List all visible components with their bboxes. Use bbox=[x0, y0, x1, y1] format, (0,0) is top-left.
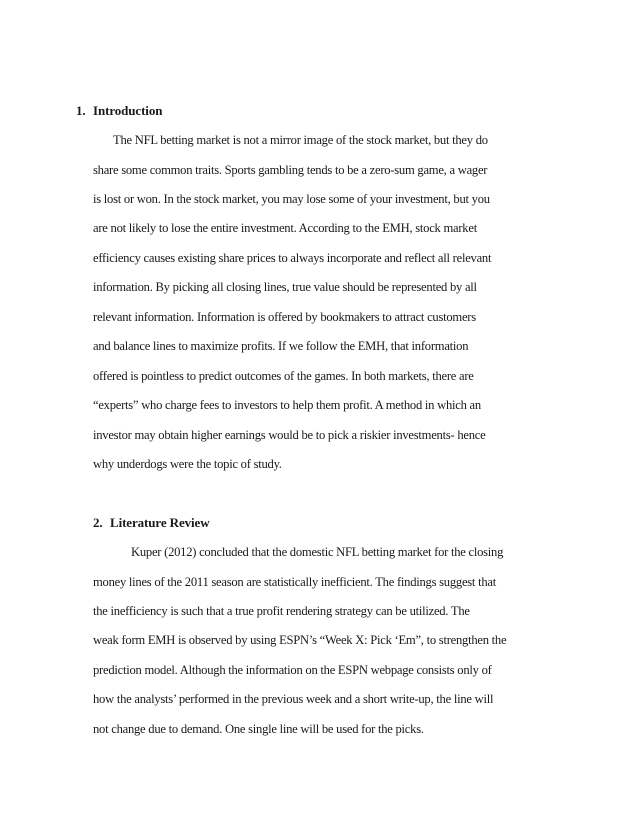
paragraph-line: “experts” who charge fees to investors to help them profit. A method in which an bbox=[93, 398, 481, 412]
section-heading-introduction bbox=[76, 103, 162, 119]
section-title: Literature Review bbox=[110, 515, 210, 530]
paragraph-line: how the analysts’ performed in the previous week and a short write-up, the line will bbox=[93, 692, 494, 706]
paragraph-line: weak form EMH is observed by using ESPN’s “Week X: Pick ‘Em”, to strengthen the bbox=[93, 633, 507, 647]
paragraph-line: efficiency causes existing share prices to always incorporate and reflect all relevant bbox=[93, 251, 492, 265]
section-heading-literature-review bbox=[93, 515, 210, 531]
section-number: 2. bbox=[93, 515, 103, 530]
paragraph-line: prediction model. Although the information on the ESPN webpage consists only of bbox=[93, 663, 492, 677]
paragraph-line: money lines of the 2011 season are statistically inefficient. The findings suggest that bbox=[93, 575, 496, 589]
paragraph-line: investor may obtain higher earnings would be to pick a riskier investments- hence bbox=[93, 428, 486, 442]
section-number: 1. bbox=[76, 103, 86, 118]
paragraph-line: relevant information. Information is offered by bookmakers to attract customers bbox=[93, 310, 476, 324]
paragraph-line: Kuper (2012) concluded that the domestic NFL betting market for the closing bbox=[131, 545, 504, 559]
paragraph-line: offered is pointless to predict outcomes of the games. In both markets, there are bbox=[93, 369, 474, 383]
paragraph-line: the inefficiency is such that a true profit rendering strategy can be utilized. The bbox=[93, 604, 470, 618]
paragraph-line: share some common traits. Sports gambling tends to be a zero-sum game, a wager bbox=[93, 163, 488, 177]
paragraph-line: The NFL betting market is not a mirror image of the stock market, but they do bbox=[113, 133, 488, 147]
paragraph-line: why underdogs were the topic of study. bbox=[93, 457, 282, 471]
paragraph-line: are not likely to lose the entire investment. According to the EMH, stock market bbox=[93, 221, 477, 235]
paragraph-line: is lost or won. In the stock market, you may lose some of your investment, but you bbox=[93, 192, 490, 206]
paragraph-line: not change due to demand. One single line will be used for the picks. bbox=[93, 722, 424, 736]
paragraph-line: and balance lines to maximize profits. If we follow the EMH, that information bbox=[93, 339, 469, 353]
paragraph-line: information. By picking all closing lines, true value should be represented by all bbox=[93, 280, 477, 294]
section-title: Introduction bbox=[93, 103, 163, 118]
